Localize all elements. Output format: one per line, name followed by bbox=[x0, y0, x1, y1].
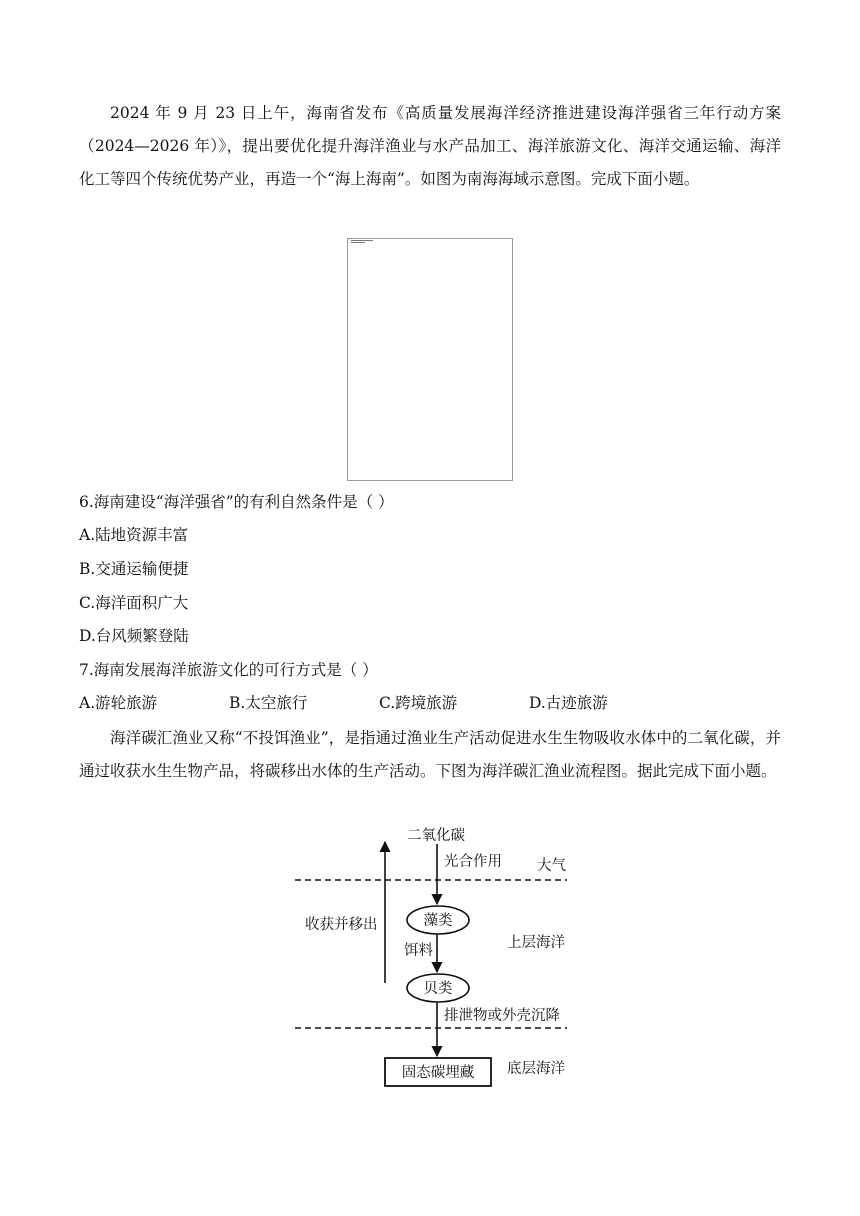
passage-2-paragraph: 海洋碳汇渔业又称“不投饵渔业”，是指通过渔业生产活动促进水生生物吸收水体中的二氧化碳，并通过收获水生生物产品，将碳移出水体的生产活动。下图为海洋碳汇渔业流程图。据此完成下面小题。 bbox=[79, 729, 781, 780]
atmosphere-label: 大气 bbox=[537, 858, 566, 874]
question-6-option-a: A.陆地资源丰富 bbox=[79, 526, 189, 544]
question-7-stem: 7.海南发展海洋旅游文化的可行方式是（ ） bbox=[79, 661, 378, 679]
question-6-option-c: C.海洋面积广大 bbox=[79, 594, 189, 612]
co2-label: 二氧化碳 bbox=[407, 828, 465, 844]
sinking-label: 排泄物或外壳沉降 bbox=[444, 1008, 560, 1024]
question-7-option-c: C.跨境旅游 bbox=[379, 694, 458, 712]
feed-label: 饵料 bbox=[404, 943, 433, 959]
harvest-label: 收获并移出 bbox=[305, 917, 378, 933]
algae-label: 藻类 bbox=[423, 913, 453, 929]
upper-ocean-label: 上层海洋 bbox=[507, 935, 565, 951]
burial-label: 固态碳埋藏 bbox=[401, 1065, 475, 1081]
question-7-option-a: A.游轮旅游 bbox=[79, 694, 158, 712]
photosynthesis-label: 光合作用 bbox=[444, 854, 502, 870]
question-6-option-d: D.台风频繁登陆 bbox=[79, 627, 189, 645]
question-6-option-b: B.交通运输便捷 bbox=[79, 560, 189, 578]
intro-paragraph: 2024 年 9 月 23 日上午，海南省发布《高质量发展海洋经济推进建设海洋强省三年行动方案（2024—2026 年）》，提出要优化提升海洋渔业与水产品加工、海洋旅游文化、海洋交通运输、海洋化工等四个传统优势产业，再造一个“海上海南”。如图为南海海域示意图。完成下面小题。 bbox=[79, 104, 781, 188]
question-7-option-d: D.古迹旅游 bbox=[529, 694, 608, 712]
question-7-option-b: B.太空旅行 bbox=[229, 694, 308, 712]
bottom-ocean-label: 底层海洋 bbox=[507, 1061, 565, 1077]
shellfish-label: 贝类 bbox=[423, 981, 453, 997]
question-6-stem: 6.海南建设“海洋强省”的有利自然条件是（ ） bbox=[79, 493, 394, 511]
